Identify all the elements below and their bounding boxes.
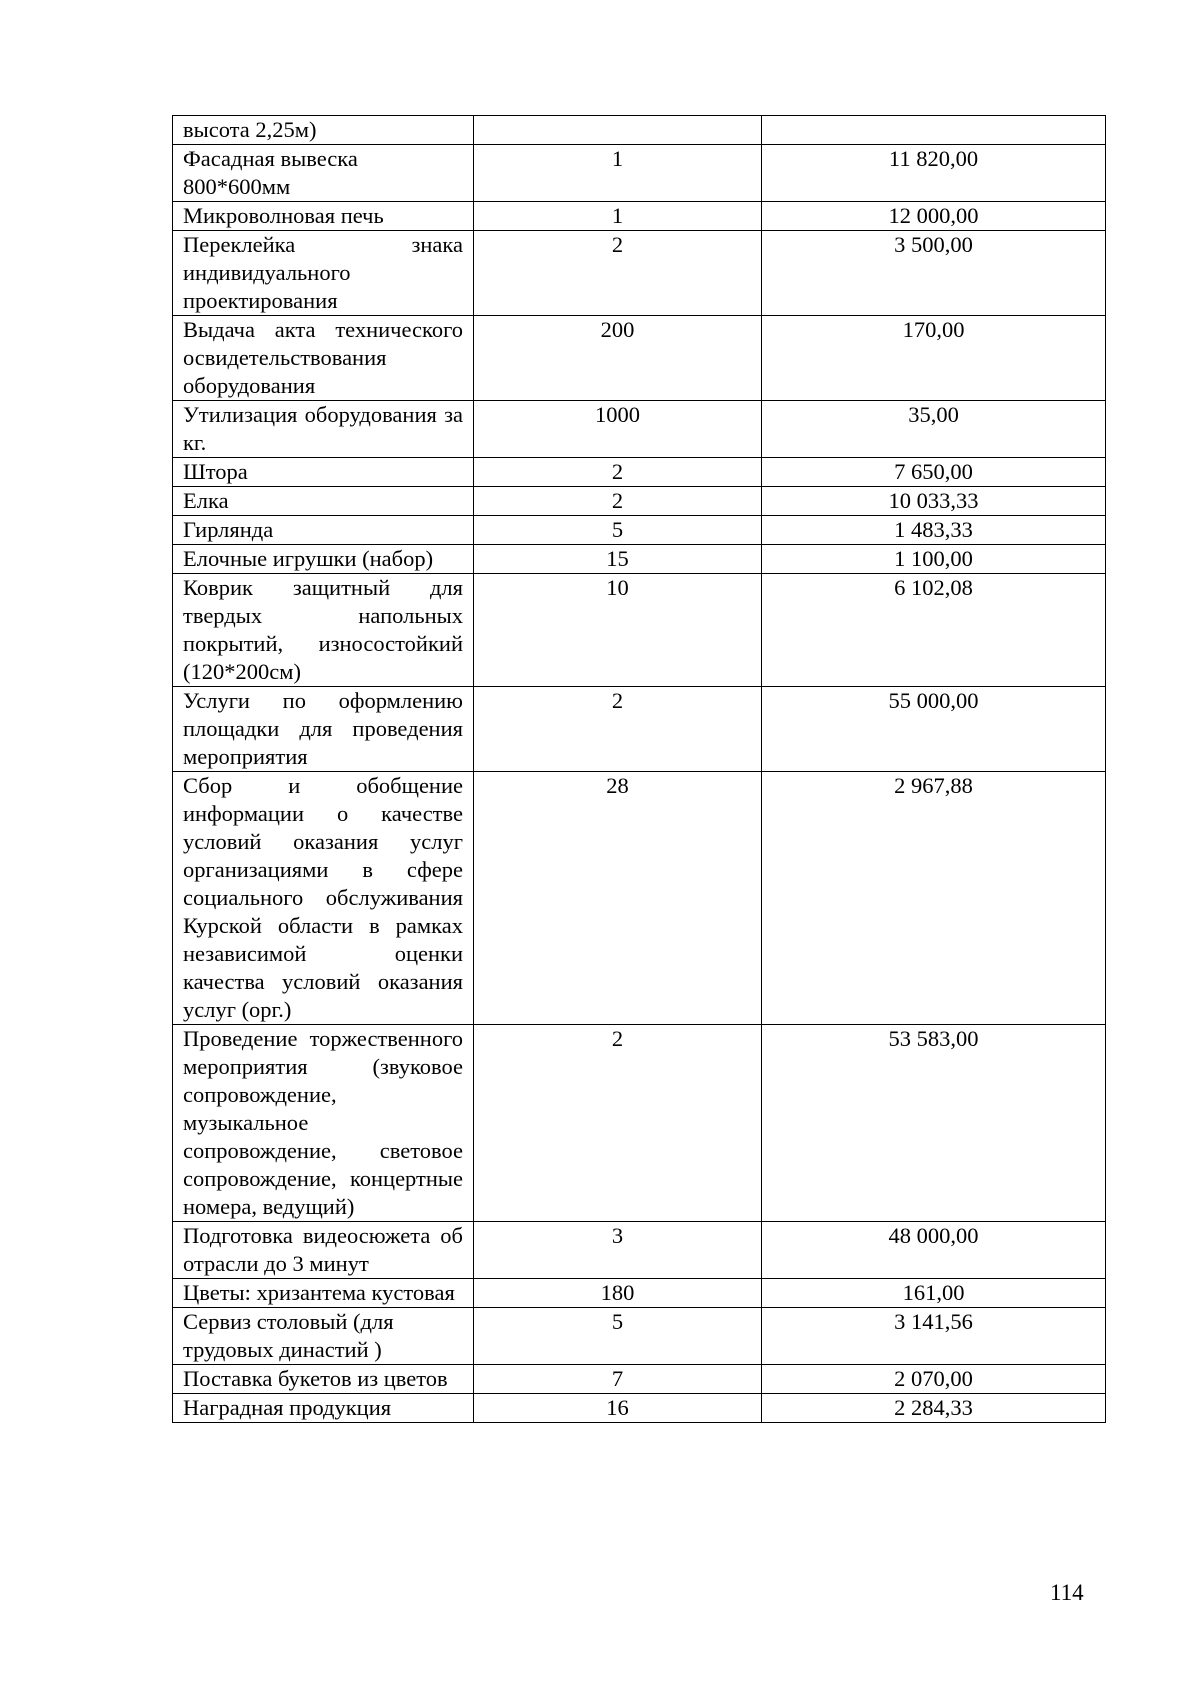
item-name-cell: Гирлянда (173, 516, 474, 545)
price-cell: 2 967,88 (762, 772, 1106, 1025)
price-cell: 35,00 (762, 401, 1106, 458)
item-name-cell: Услуги по оформлению площадки для проведения мероприятия (173, 687, 474, 772)
quantity-cell: 5 (474, 1308, 762, 1365)
quantity-cell: 2 (474, 687, 762, 772)
item-name-cell: Выдача акта технического освидетельствования оборудования (173, 316, 474, 401)
item-name-cell: Елка (173, 487, 474, 516)
item-name-cell: Штора (173, 458, 474, 487)
item-name-cell: Микроволновая печь (173, 202, 474, 231)
quantity-cell: 200 (474, 316, 762, 401)
table-row (173, 231, 1106, 316)
quantity-cell: 2 (474, 487, 762, 516)
item-name-cell: Коврик защитный для твердых напольных покрытий, износостойкий (120*200см) (173, 574, 474, 687)
price-cell: 6 102,08 (762, 574, 1106, 687)
item-name-cell: Наградная продукция (173, 1394, 474, 1423)
price-cell: 1 100,00 (762, 545, 1106, 574)
quantity-cell: 3 (474, 1222, 762, 1279)
price-cell: 48 000,00 (762, 1222, 1106, 1279)
quantity-cell: 28 (474, 772, 762, 1025)
price-cell: 55 000,00 (762, 687, 1106, 772)
item-name-cell: Фасадная вывеска 800*600мм (173, 145, 474, 202)
item-name-cell: высота 2,25м) (173, 116, 474, 145)
price-cell: 1 483,33 (762, 516, 1106, 545)
item-name-cell: Подготовка видеосюжета об отрасли до 3 минут (173, 1222, 474, 1279)
table-row (173, 1279, 1106, 1308)
quantity-cell: 2 (474, 458, 762, 487)
price-cell: 12 000,00 (762, 202, 1106, 231)
price-cell: 11 820,00 (762, 145, 1106, 202)
table-row (173, 145, 1106, 202)
price-cell: 10 033,33 (762, 487, 1106, 516)
item-name-cell: Сбор и обобщение информации о качестве условий оказания услуг организациями в сфере социального обслуживания Курской области в рамках независимой оценки качества условий оказания услуг (орг.) (173, 772, 474, 1025)
price-cell: 2 284,33 (762, 1394, 1106, 1423)
item-name-cell: Елочные игрушки (набор) (173, 545, 474, 574)
item-name-cell: Проведение торжественного мероприятия (звуковое сопровождение, музыкальное сопровождение, световое сопровождение, концертные номера, ведущий) (173, 1025, 474, 1222)
quantity-cell: 16 (474, 1394, 762, 1423)
table-row (173, 772, 1106, 1025)
price-cell: 170,00 (762, 316, 1106, 401)
table-row (173, 202, 1106, 231)
table-row (173, 1365, 1106, 1394)
table-row (173, 1394, 1106, 1423)
quantity-cell: 2 (474, 1025, 762, 1222)
price-cell: 2 070,00 (762, 1365, 1106, 1394)
table-row (173, 1025, 1106, 1222)
table-row (173, 487, 1106, 516)
table-row (173, 516, 1106, 545)
quantity-cell: 1 (474, 145, 762, 202)
price-cell: 53 583,00 (762, 1025, 1106, 1222)
table-row (173, 316, 1106, 401)
item-name-cell: Поставка букетов из цветов (173, 1365, 474, 1394)
table-row (173, 458, 1106, 487)
items-table-body (173, 116, 1106, 1423)
table-row (173, 574, 1106, 687)
quantity-cell: 10 (474, 574, 762, 687)
table-row (173, 1222, 1106, 1279)
item-name-cell: Переклейка знака индивидуального проектирования (173, 231, 474, 316)
item-name-cell: Сервиз столовый (для трудовых династий ) (173, 1308, 474, 1365)
page-number: 114 (1050, 1580, 1084, 1605)
quantity-cell: 5 (474, 516, 762, 545)
table-row (173, 545, 1106, 574)
quantity-cell: 1000 (474, 401, 762, 458)
price-cell (762, 116, 1106, 145)
price-cell: 7 650,00 (762, 458, 1106, 487)
quantity-cell (474, 116, 762, 145)
quantity-cell: 1 (474, 202, 762, 231)
table-row (173, 1308, 1106, 1365)
quantity-cell: 2 (474, 231, 762, 316)
table-row (173, 116, 1106, 145)
item-name-cell: Утилизация оборудования за кг. (173, 401, 474, 458)
quantity-cell: 7 (474, 1365, 762, 1394)
table-row (173, 401, 1106, 458)
item-name-cell: Цветы: хризантема кустовая (173, 1279, 474, 1308)
price-cell: 3 500,00 (762, 231, 1106, 316)
price-cell: 161,00 (762, 1279, 1106, 1308)
price-cell: 3 141,56 (762, 1308, 1106, 1365)
items-table (172, 115, 1106, 1423)
quantity-cell: 15 (474, 545, 762, 574)
table-row (173, 687, 1106, 772)
quantity-cell: 180 (474, 1279, 762, 1308)
